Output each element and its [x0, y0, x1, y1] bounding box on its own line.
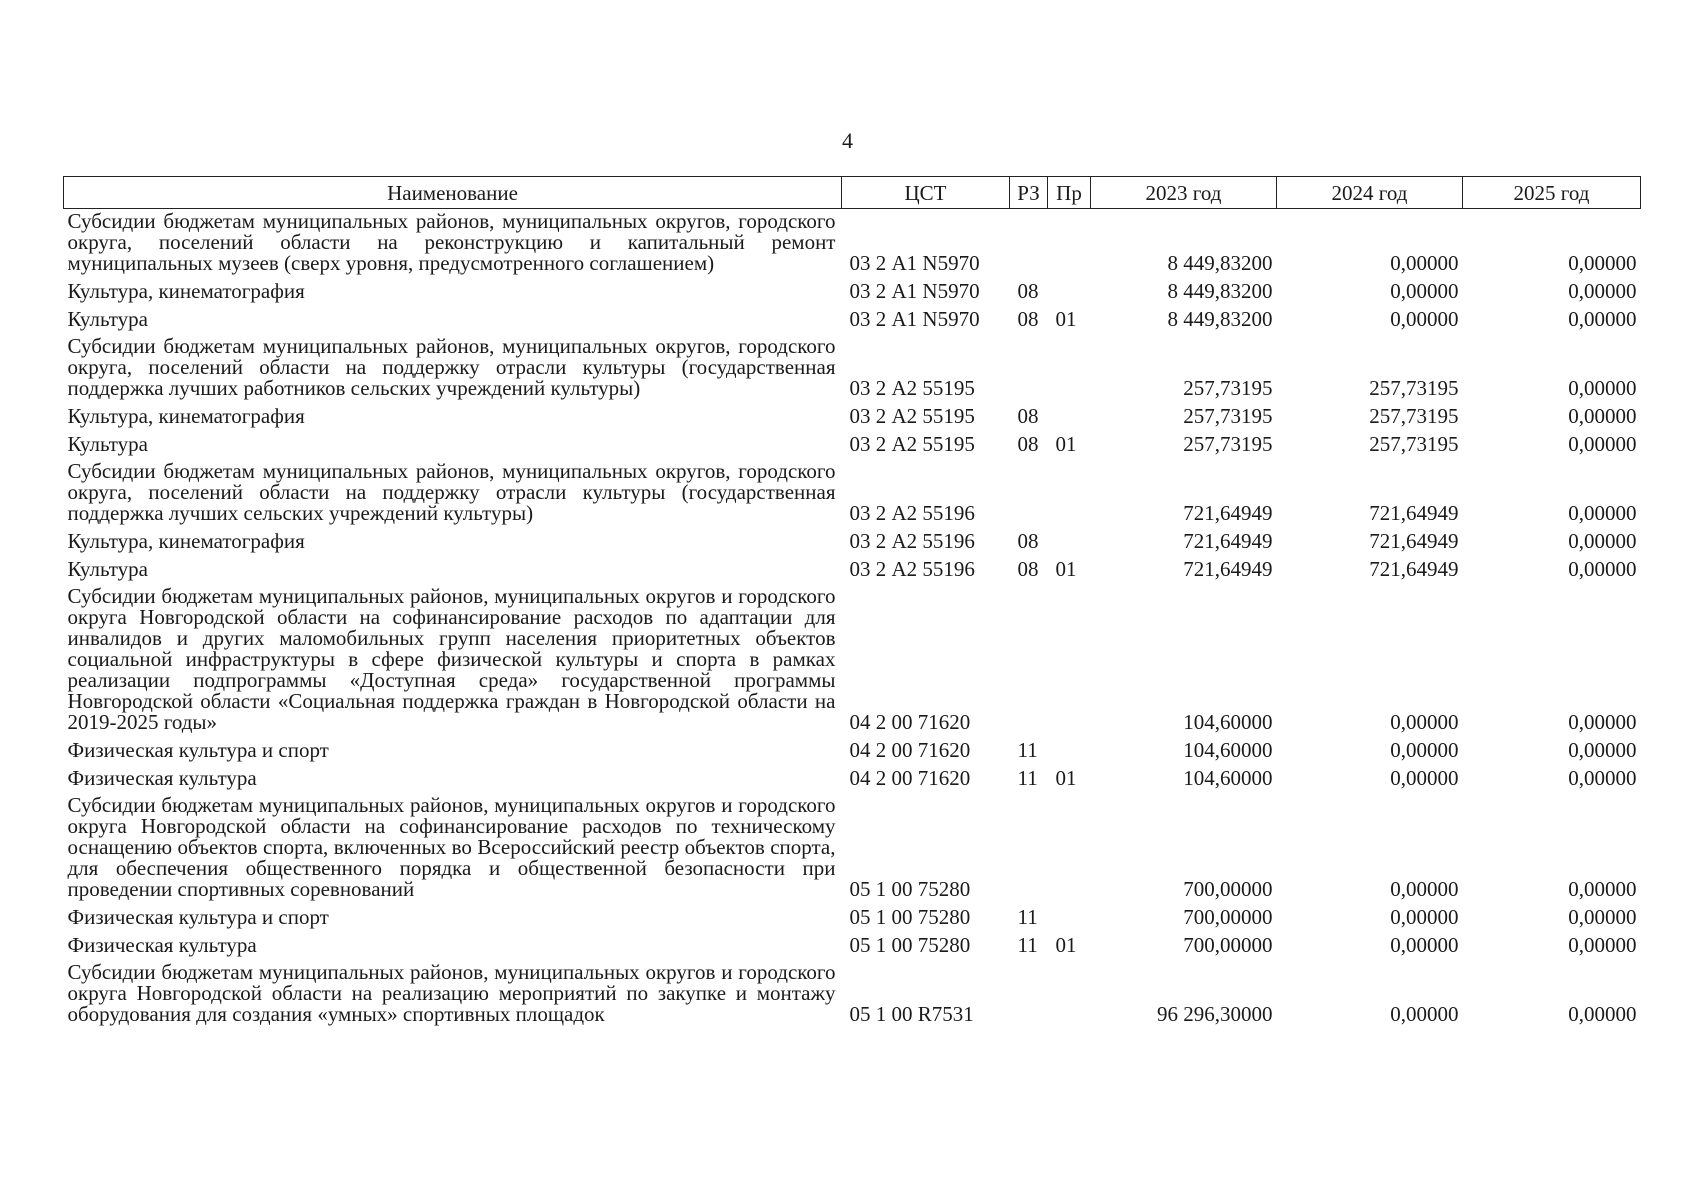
row-pr [1048, 793, 1091, 904]
row-pr [1048, 403, 1091, 431]
row-2025: 0,00000 [1568, 251, 1637, 275]
row-rz: 08 [1017, 279, 1039, 303]
row-name: Субсидии бюджетам муниципальных районов, муниципальных округов и городского округа Новгородской области на софинансирование расходов по адаптации для инвалидов и других маломобильных групп населения приоритетных объектов социальной инфраструктуры в сфере физической культуры и спорта в рамках реализации подпрограммы «Доступная среда» государственной программы Новгородской области «Социальная поддержка граждан в Новгородской области на 2019-2025 годы» [67, 584, 836, 734]
row-pr: 01 [1055, 307, 1077, 331]
row-rz: 11 [1017, 933, 1038, 957]
row-rz: 11 [1017, 905, 1038, 929]
row-2024: 0,00000 [1390, 933, 1459, 957]
row-rz [1010, 960, 1048, 1029]
row-pr [1048, 528, 1091, 556]
row-2024: 0,00000 [1390, 738, 1459, 762]
row-cst: 03 2 А2 55195 [849, 404, 975, 428]
row-name: Культура [67, 557, 148, 581]
row-2025: 0,00000 [1568, 529, 1637, 553]
row-pr [1048, 278, 1091, 306]
table-row [64, 528, 1641, 556]
row-2024: 0,00000 [1390, 307, 1459, 331]
row-pr [1048, 904, 1091, 932]
row-2024: 0,00000 [1390, 279, 1459, 303]
row-pr [1048, 584, 1091, 737]
row-2023: 257,73195 [1183, 404, 1273, 428]
row-pr: 01 [1055, 432, 1077, 456]
row-rz: 08 [1017, 432, 1039, 456]
row-cst: 03 2 А2 55196 [849, 557, 975, 581]
row-name: Культура [67, 432, 148, 456]
row-pr: 01 [1055, 557, 1077, 581]
row-2025: 0,00000 [1568, 877, 1637, 901]
table-row [64, 584, 1641, 737]
row-2025: 0,00000 [1568, 501, 1637, 525]
row-2024: 0,00000 [1390, 1002, 1459, 1026]
table-row [64, 765, 1641, 793]
row-2025: 0,00000 [1568, 710, 1637, 734]
table-row [64, 209, 1641, 279]
row-cst: 04 2 00 71620 [849, 738, 971, 762]
table-row [64, 431, 1641, 459]
row-rz [1010, 793, 1048, 904]
row-pr [1048, 209, 1091, 279]
row-2025: 0,00000 [1568, 905, 1637, 929]
row-2023: 257,73195 [1183, 432, 1273, 456]
row-cst: 03 2 А2 55196 [849, 501, 975, 525]
row-2024: 0,00000 [1390, 710, 1459, 734]
row-cst: 04 2 00 71620 [849, 710, 971, 734]
row-name: Субсидии бюджетам муниципальных районов, муниципальных округов, городского округа, поселений области на реконструкцию и капитальный ремонт муниципальных музеев (сверх уровня, предусмотренного соглашением) [67, 209, 836, 275]
table-row [64, 793, 1641, 904]
row-2023: 721,64949 [1183, 557, 1273, 581]
row-rz [1010, 459, 1048, 528]
row-rz [1010, 334, 1048, 403]
row-cst: 05 1 00 75280 [849, 905, 971, 929]
header-2023: 2023 год [1091, 177, 1277, 209]
row-name: Физическая культура [67, 933, 257, 957]
row-cst: 03 2 А2 55195 [849, 432, 975, 456]
row-pr [1048, 737, 1091, 765]
row-cst: 03 2 А1 N5970 [849, 307, 980, 331]
row-name: Субсидии бюджетам муниципальных районов, муниципальных округов и городского округа Новгородской области на реализацию мероприятий по закупке и монтажу оборудования для создания «умных» спортивных площадок [67, 960, 836, 1026]
row-2023: 104,60000 [1183, 710, 1273, 734]
row-2023: 257,73195 [1183, 376, 1273, 400]
row-name: Субсидии бюджетам муниципальных районов, муниципальных округов и городского округа Новгородской области на софинансирование расходов по техническому оснащению объектов спорта, включенных во Всероссийский реестр объектов спорта, для обеспечения общественного порядка и общественной безопасности при проведении спортивных соревнований [67, 793, 836, 901]
row-cst: 05 1 00 75280 [849, 933, 971, 957]
row-2024: 0,00000 [1390, 905, 1459, 929]
row-name: Культура [67, 307, 148, 331]
row-2024: 0,00000 [1390, 766, 1459, 790]
row-name: Физическая культура и спорт [67, 738, 329, 762]
row-2024: 721,64949 [1369, 529, 1459, 553]
budget-table [63, 176, 1641, 1029]
row-2025: 0,00000 [1568, 404, 1637, 428]
row-cst: 03 2 А2 55196 [849, 529, 975, 553]
row-rz: 11 [1017, 738, 1038, 762]
row-rz [1010, 584, 1048, 737]
header-2025: 2025 год [1463, 177, 1641, 209]
row-2025: 0,00000 [1568, 933, 1637, 957]
row-cst: 03 2 А2 55195 [849, 376, 975, 400]
row-name: Культура, кинематография [67, 529, 305, 553]
row-2024: 721,64949 [1369, 557, 1459, 581]
row-pr [1048, 334, 1091, 403]
row-cst: 05 1 00 75280 [849, 877, 971, 901]
row-2023: 104,60000 [1183, 766, 1273, 790]
row-name: Физическая культура и спорт [67, 905, 329, 929]
row-name: Физическая культура [67, 766, 257, 790]
table-row [64, 556, 1641, 584]
row-2024: 257,73195 [1369, 376, 1459, 400]
row-cst: 04 2 00 71620 [849, 766, 971, 790]
row-2024: 0,00000 [1390, 877, 1459, 901]
row-2023: 700,00000 [1183, 933, 1273, 957]
page-number: 4 [842, 128, 853, 153]
row-name: Культура, кинематография [67, 279, 305, 303]
row-rz: 08 [1017, 557, 1039, 581]
table-row [64, 334, 1641, 403]
row-2024: 257,73195 [1369, 404, 1459, 428]
header-2024: 2024 год [1277, 177, 1463, 209]
row-2025: 0,00000 [1568, 766, 1637, 790]
row-rz: 11 [1017, 766, 1038, 790]
table-body [64, 209, 1641, 1030]
row-2023: 8 449,83200 [1167, 251, 1273, 275]
table-header [64, 177, 1641, 209]
table-row [64, 306, 1641, 334]
row-2023: 700,00000 [1183, 905, 1273, 929]
row-rz: 08 [1017, 404, 1039, 428]
table-row [64, 904, 1641, 932]
header-pr: Пр [1048, 177, 1091, 209]
row-pr: 01 [1055, 933, 1077, 957]
row-rz: 08 [1017, 307, 1039, 331]
row-2023: 96 296,30000 [1157, 1002, 1273, 1026]
row-2025: 0,00000 [1568, 1002, 1637, 1026]
row-2023: 700,00000 [1183, 877, 1273, 901]
row-2025: 0,00000 [1568, 557, 1637, 581]
row-cst: 03 2 А1 N5970 [849, 279, 980, 303]
table-row [64, 932, 1641, 960]
table-row [64, 960, 1641, 1029]
row-name: Субсидии бюджетам муниципальных районов, муниципальных округов, городского округа, поселений области на поддержку отрасли культуры (государственная поддержка лучших сельских учреждений культуры) [67, 459, 836, 525]
table-row [64, 278, 1641, 306]
row-2023: 104,60000 [1183, 738, 1273, 762]
row-2024: 0,00000 [1390, 251, 1459, 275]
header-cst: ЦСТ [842, 177, 1010, 209]
row-2025: 0,00000 [1568, 279, 1637, 303]
row-2023: 721,64949 [1183, 529, 1273, 553]
header-rz: РЗ [1010, 177, 1048, 209]
table-row [64, 403, 1641, 431]
row-pr [1048, 459, 1091, 528]
row-2024: 257,73195 [1369, 432, 1459, 456]
row-2023: 721,64949 [1183, 501, 1273, 525]
row-name: Субсидии бюджетам муниципальных районов, муниципальных округов, городского округа, поселений области на поддержку отрасли культуры (государственная поддержка лучших работников сельских учреждений культуры) [67, 334, 836, 400]
row-2024: 721,64949 [1369, 501, 1459, 525]
table-row [64, 459, 1641, 528]
row-2025: 0,00000 [1568, 307, 1637, 331]
row-2025: 0,00000 [1568, 376, 1637, 400]
row-cst: 05 1 00 R7531 [849, 1002, 974, 1026]
row-2023: 8 449,83200 [1167, 279, 1273, 303]
row-pr [1048, 960, 1091, 1029]
header-name: Наименование [64, 177, 842, 209]
row-rz [1010, 209, 1048, 279]
row-name: Культура, кинематография [67, 404, 305, 428]
row-rz: 08 [1017, 529, 1039, 553]
row-2025: 0,00000 [1568, 432, 1637, 456]
row-cst: 03 2 А1 N5970 [849, 251, 980, 275]
row-pr: 01 [1055, 766, 1077, 790]
row-2023: 8 449,83200 [1167, 307, 1273, 331]
table-row [64, 737, 1641, 765]
row-2025: 0,00000 [1568, 738, 1637, 762]
